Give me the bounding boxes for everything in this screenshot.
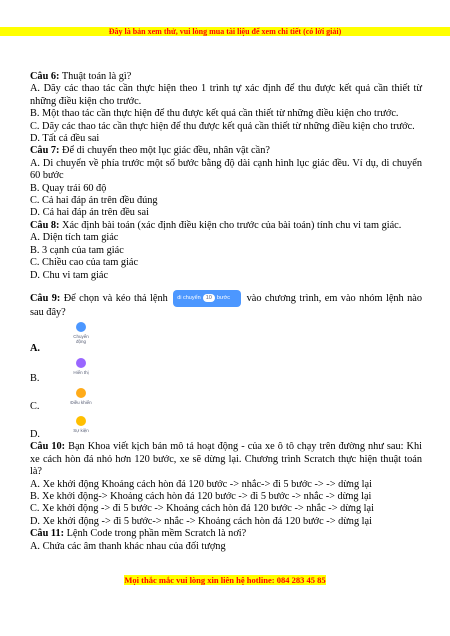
- events-category-icon: Sự kiện: [68, 413, 94, 443]
- q7-option-a: A. Di chuyển về phía trước một số bước bằng độ dài cạnh hình lục giác đều. Ví dụ, di chuyển 60 bước: [30, 157, 422, 182]
- hotline-footer: Mọi thắc mắc vui lòng xin liên hệ hotline: 084 283 45 85: [124, 575, 326, 585]
- question-10: Câu 10: Bạn Khoa viết kịch bản mô tả hoạt động - của xe ô tô chạy trên đường như sau: Khi xe cách hòn đá nhỏ hơn 120 bước, xe sẽ dừng lại. Chương trình Scratch thực hiện thuật toán là?: [30, 441, 422, 478]
- q7-option-b: B. Quay trái 60 độ: [30, 182, 107, 194]
- q6-option-d: D. Tất cả đều sai: [30, 133, 100, 145]
- q6-option-c: C. Dãy các thao tác cần thực hiện để thu được kết quả cần thiết từ những điều kiện cho trước.: [30, 120, 415, 132]
- q8-option-a: A. Diện tích tam giác: [30, 232, 119, 244]
- q7-option-c: C. Cả hai đáp án trên đều đúng: [30, 195, 158, 207]
- preview-banner: Đây là bản xem thử, vui lòng mua tài liệu để xem chi tiết (có lời giải): [0, 27, 450, 36]
- q9-option-b: B. Hiển thị: [30, 355, 422, 385]
- q11-option-a: A. Chứa các âm thanh khác nhau của đối tượng: [30, 540, 226, 552]
- control-category-icon: Điều khiển: [68, 385, 94, 415]
- question-8: Câu 8: Xác định bài toán (xác định điều kiện cho trước của bài toán) tính chu vi tam giác.: [30, 219, 402, 231]
- q7-option-d: D. Cả hai đáp án trên đều sai: [30, 207, 149, 219]
- q9-option-a: A. Chuyển động: [30, 319, 422, 355]
- looks-category-icon: Hiển thị: [68, 355, 94, 385]
- q8-option-d: D. Chu vi tam giác: [30, 269, 109, 281]
- q9-option-c: C. Điều khiển: [30, 385, 422, 413]
- q10-option-d: D. Xe khởi động -> đi 5 bước-> nhắc -> Khoảng cách hòn đá 120 bước -> dừng lại: [30, 515, 372, 527]
- question-6: Câu 6: Thuật toán là gì?: [30, 71, 132, 82]
- q8-option-c: C. Chiều cao của tam giác: [30, 257, 139, 269]
- document-body: [30, 71, 422, 553]
- motion-category-icon: Chuyển động: [68, 319, 94, 349]
- q10-option-a: A. Xe khởi động Khoảng cách hòn đá 120 bước -> nhắc-> đi 5 bước -> -> dừng lại: [30, 478, 372, 490]
- q6-option-b: B. Một thao tác cần thực hiện để thu được kết quả cần thiết từ những điều kiện cho trước.: [30, 108, 399, 120]
- q10-option-b: B. Xe khởi động-> Khoảng cách hòn đá 120 bước -> đi 5 bước -> nhắc -> dừng lại: [30, 490, 372, 502]
- question-9: Câu 9: Để chọn và kéo thả lệnh di chuyển 10 bước vào chương trình, em vào nhóm lệnh nào sau đây?: [30, 290, 422, 319]
- question-11: Câu 11: Lệnh Code trong phần mềm Scratch là nơi?: [30, 528, 247, 540]
- question-7: Câu 7: Để di chuyển theo một lục giác đều, nhân vật cần?: [30, 145, 270, 157]
- q8-option-b: B. 3 cạnh của tam giác: [30, 244, 124, 256]
- q6-option-a: A. Dãy các thao tác cần thực hiện theo 1 trình tự xác định để thu được kết quả cần thiết từ những điều kiện cho trước.: [30, 83, 422, 107]
- move-steps-block-image: di chuyển 10 bước: [173, 290, 241, 307]
- q10-option-c: C. Xe khởi động -> đi 5 bước -> Khoảng cách hòn đá 120 bước -> nhắc -> dừng lại: [30, 503, 374, 515]
- q9-option-d: D. Sự kiện: [30, 413, 422, 441]
